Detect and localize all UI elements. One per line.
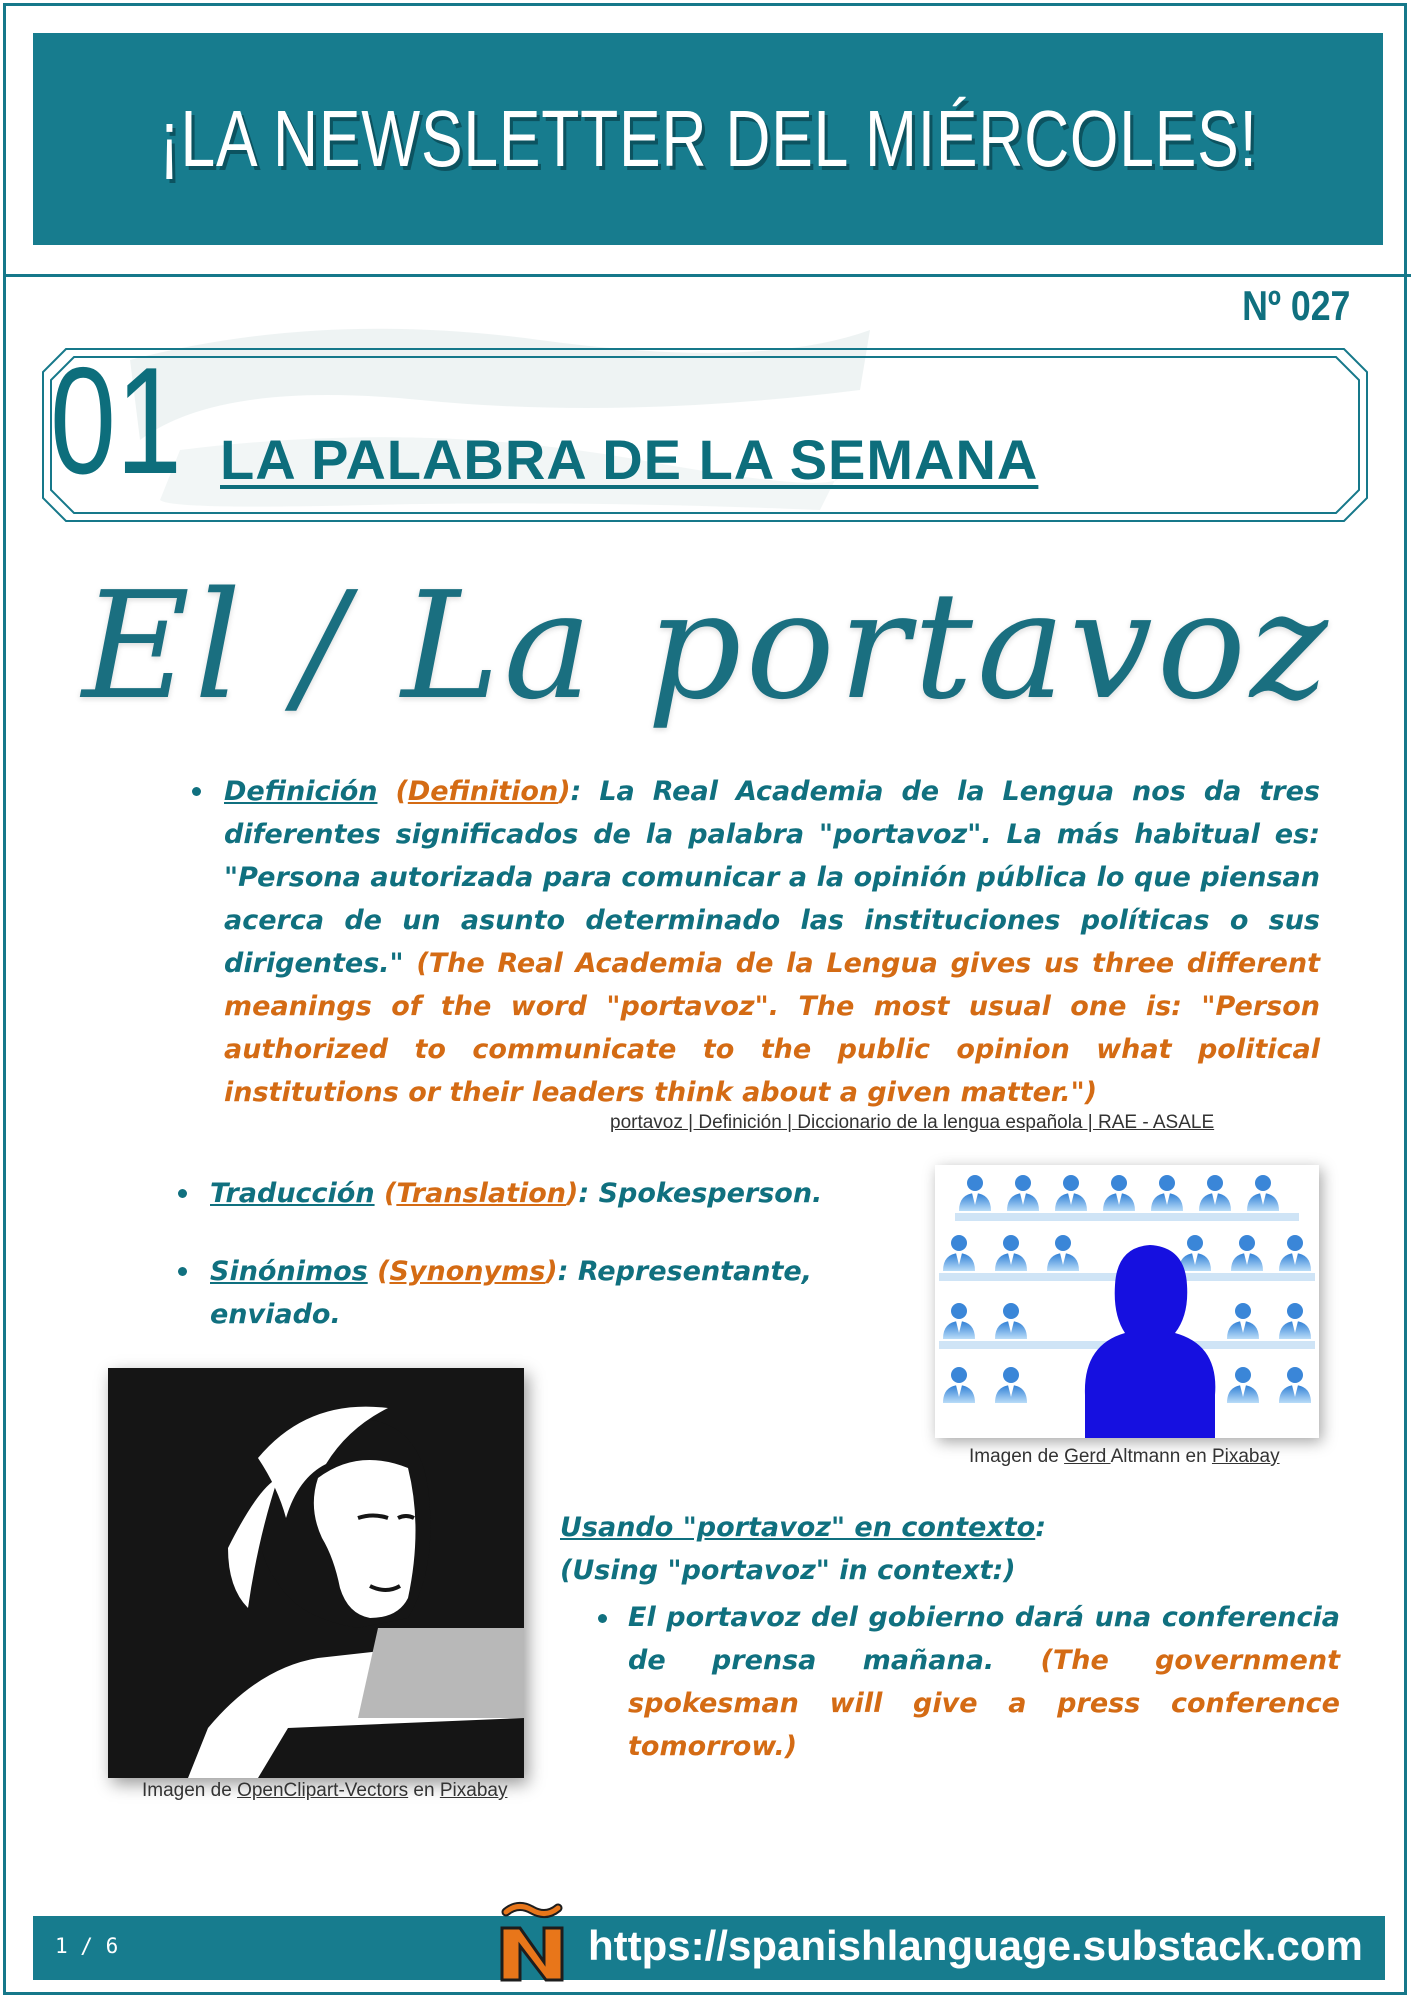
bullet-icon — [598, 1614, 607, 1623]
credit-site-link[interactable]: Pixabay — [439, 1780, 508, 1801]
context-heading-en: (Using "portavoz" in context: — [560, 1555, 1004, 1586]
context-example: El portavoz del gobierno dará una conferencia de prensa mañana. (The government spokesman will give a press conference tomorrow.) — [628, 1602, 1340, 1762]
section-number: 01 — [50, 336, 182, 506]
word-of-the-week: El / La portavoz — [82, 560, 1332, 732]
translation-item: Traducción (Translation): Spokesperson. — [210, 1178, 823, 1209]
issue-number: Nº 027 — [1241, 282, 1350, 329]
section-title: LA PALABRA DE LA SEMANA — [220, 428, 1039, 491]
audience-illustration — [935, 1165, 1319, 1438]
bullet-icon — [192, 787, 201, 796]
newsletter-title: ¡LA NEWSLETTER DEL MIÉRCOLES! — [158, 94, 1258, 183]
definition-text-es: La Real Academia de la Lengua nos da tres diferentes significados de la palabra "portavoz". La más habitual es: "Persona autorizada para comunicar a la opinión pública lo que piensan acerca de un asunto determinado las instituciones políticas o sus dirigentes." — [224, 776, 1320, 979]
bullet-icon — [178, 1189, 187, 1198]
context-heading-es: Usando "portavoz" en contexto — [560, 1512, 1036, 1543]
spokesperson-audience-image — [935, 1165, 1319, 1438]
credit-site-link[interactable]: Pixabay — [1211, 1446, 1280, 1467]
credit-author-link[interactable]: OpenClipart-Vectors — [237, 1780, 409, 1801]
synonyms-label: Sinónimos — [210, 1256, 368, 1287]
translation-value: Spokesperson. — [598, 1178, 823, 1209]
woman-laptop-image — [108, 1368, 524, 1778]
credit-prefix: Imagen de — [142, 1780, 238, 1801]
definition-reference-link[interactable]: portavoz | Definición | Diccionario de la lengua española | RAE - ASALE — [610, 1112, 1215, 1133]
context-example-en: The government spokesman will give a press conference tomorrow. — [628, 1645, 1340, 1762]
n-tilde-logo-icon — [496, 1898, 568, 1984]
credit-prefix: Imagen de — [969, 1446, 1065, 1467]
definition-label: Definición — [224, 776, 378, 807]
image-left-credit — [142, 1780, 507, 1802]
credit-author-link[interactable]: Gerd — [1064, 1446, 1111, 1467]
woman-illustration — [108, 1368, 524, 1778]
translation-label: Traducción — [210, 1178, 375, 1209]
definition-label-en: Definition — [407, 776, 559, 807]
header-band — [33, 33, 1383, 245]
definition-item: Definición (Definition): La Real Academia de la Lengua nos da tres diferentes significados de la palabra "portavoz". La más habitual es: "Persona autorizada para comunicar a la opinión pública lo que piensan acerca de un asunto determinado las instituciones políticas o sus dirigentes." (The Real Academia de la Lengua gives us three different meanings of the word "portavoz". The most usual one is: "Person authorized to communicate to the public opinion what political institutions or their leaders think about a given matter.") — [224, 776, 1320, 1108]
credit-author-rest: Altmann — [1110, 1446, 1181, 1467]
synonyms-value: Representante, enviado. — [210, 1256, 812, 1330]
bullet-icon — [178, 1267, 187, 1276]
context-example-es: El portavoz del gobierno dará una conferencia de prensa mañana. — [628, 1602, 1340, 1676]
context-heading: Usando "portavoz" en contexto: (Using "portavoz" in context:) — [560, 1512, 1047, 1586]
image-right-credit — [969, 1446, 1280, 1468]
definition-text-en: The Real Academia de la Lengua gives us three different meanings of the word "portavoz". The most usual one is: "Person authorized to communicate to the public opinion what political institutions or their leaders think about a given matter." — [224, 948, 1320, 1108]
credit-mid: en — [408, 1780, 440, 1801]
credit-mid: en — [1180, 1446, 1212, 1467]
synonyms-label-en: Synonyms — [389, 1256, 546, 1287]
synonyms-item: Sinónimos (Synonyms): Representante, enviado. — [210, 1256, 812, 1330]
translation-label-en: Translation — [396, 1178, 567, 1209]
page-number: 1 / 6 — [55, 1934, 119, 1958]
newsletter-url-link[interactable]: https://spanishlanguage.substack.com — [588, 1922, 1363, 1969]
